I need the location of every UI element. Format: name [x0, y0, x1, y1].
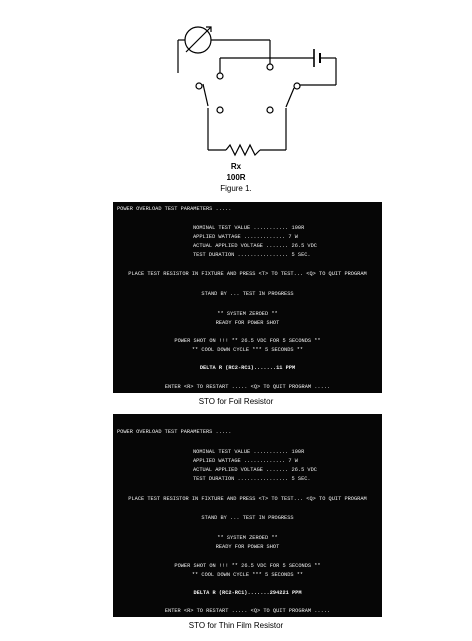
cool-down-line: ** COOL DOWN CYCLE *** 5 SECONDS **: [191, 572, 304, 578]
header-line: POWER OVERLOAD TEST PARAMETERS .....: [117, 429, 232, 435]
contact-terminal: [196, 83, 202, 89]
param-duration: TEST DURATION ................ 5 SEC.: [193, 476, 311, 482]
power-shot-line: POWER SHOT ON !!! ** 26.5 VDC FOR 5 SECONDS **: [174, 338, 321, 344]
standby-line: STAND BY ... TEST IN PROGRESS: [201, 291, 294, 297]
screen-caption-foil: STO for Foil Resistor: [198, 397, 274, 406]
ready-line: READY FOR POWER SHOT: [215, 320, 280, 326]
cool-down-line: ** COOL DOWN CYCLE *** 5 SECONDS **: [191, 347, 304, 353]
contact-terminal: [217, 107, 223, 113]
param-voltage: ACTUAL APPLIED VOLTAGE ....... 26.5 VDC: [193, 467, 317, 473]
figure-caption: Figure 1.: [220, 184, 252, 193]
contact-terminal: [217, 73, 223, 79]
param-voltage: ACTUAL APPLIED VOLTAGE ....... 26.5 VDC: [193, 243, 317, 249]
param-wattage: APPLIED WATTAGE ............. 7 W: [193, 458, 298, 464]
prompt-line: PLACE TEST RESISTOR IN FIXTURE AND PRESS <T> TO TEST... <Q> TO QUIT PROGRAM: [128, 271, 367, 277]
resistor-symbol: [226, 145, 260, 155]
delta-result: DELTA R (RC2-RC1).......11 PPM: [199, 365, 296, 371]
circuit-figure: [0, 0, 472, 200]
resistor-label: Rx: [230, 162, 242, 171]
delta-result: DELTA R (RC2-RC1).......294221 PPM: [193, 590, 302, 596]
ready-line: READY FOR POWER SHOT: [215, 544, 280, 550]
footer-line: ENTER <R> TO RESTART ..... <Q> TO QUIT PROGRAM .....: [164, 608, 331, 614]
param-nominal: NOMINAL TEST VALUE ........... 100R: [193, 225, 305, 231]
contact-terminal: [267, 64, 273, 70]
zeroed-line: ** SYSTEM ZEROED **: [217, 535, 278, 541]
power-shot-line: POWER SHOT ON !!! ** 26.5 VDC FOR 5 SECONDS **: [174, 563, 321, 569]
param-wattage: APPLIED WATTAGE ............. 7 W: [193, 234, 298, 240]
contact-terminal: [294, 83, 300, 89]
standby-line: STAND BY ... TEST IN PROGRESS: [201, 515, 294, 521]
terminal-screen-thin-film: [113, 414, 382, 617]
header-line: POWER OVERLOAD TEST PARAMETERS .....: [117, 206, 232, 212]
param-duration: TEST DURATION ................ 5 SEC.: [193, 252, 311, 258]
resistance-value: 100R: [226, 173, 246, 182]
contact-terminal: [267, 107, 273, 113]
param-nominal: NOMINAL TEST VALUE ........... 100R: [193, 449, 305, 455]
footer-line: ENTER <R> TO RESTART ..... <Q> TO QUIT PROGRAM .....: [164, 384, 331, 390]
prompt-line: PLACE TEST RESISTOR IN FIXTURE AND PRESS <T> TO TEST... <Q> TO QUIT PROGRAM: [128, 496, 367, 502]
terminal-screen-foil: [113, 202, 382, 393]
zeroed-line: ** SYSTEM ZEROED **: [217, 311, 278, 317]
screen-caption-thin-film: STO for Thin Film Resistor: [188, 621, 284, 630]
